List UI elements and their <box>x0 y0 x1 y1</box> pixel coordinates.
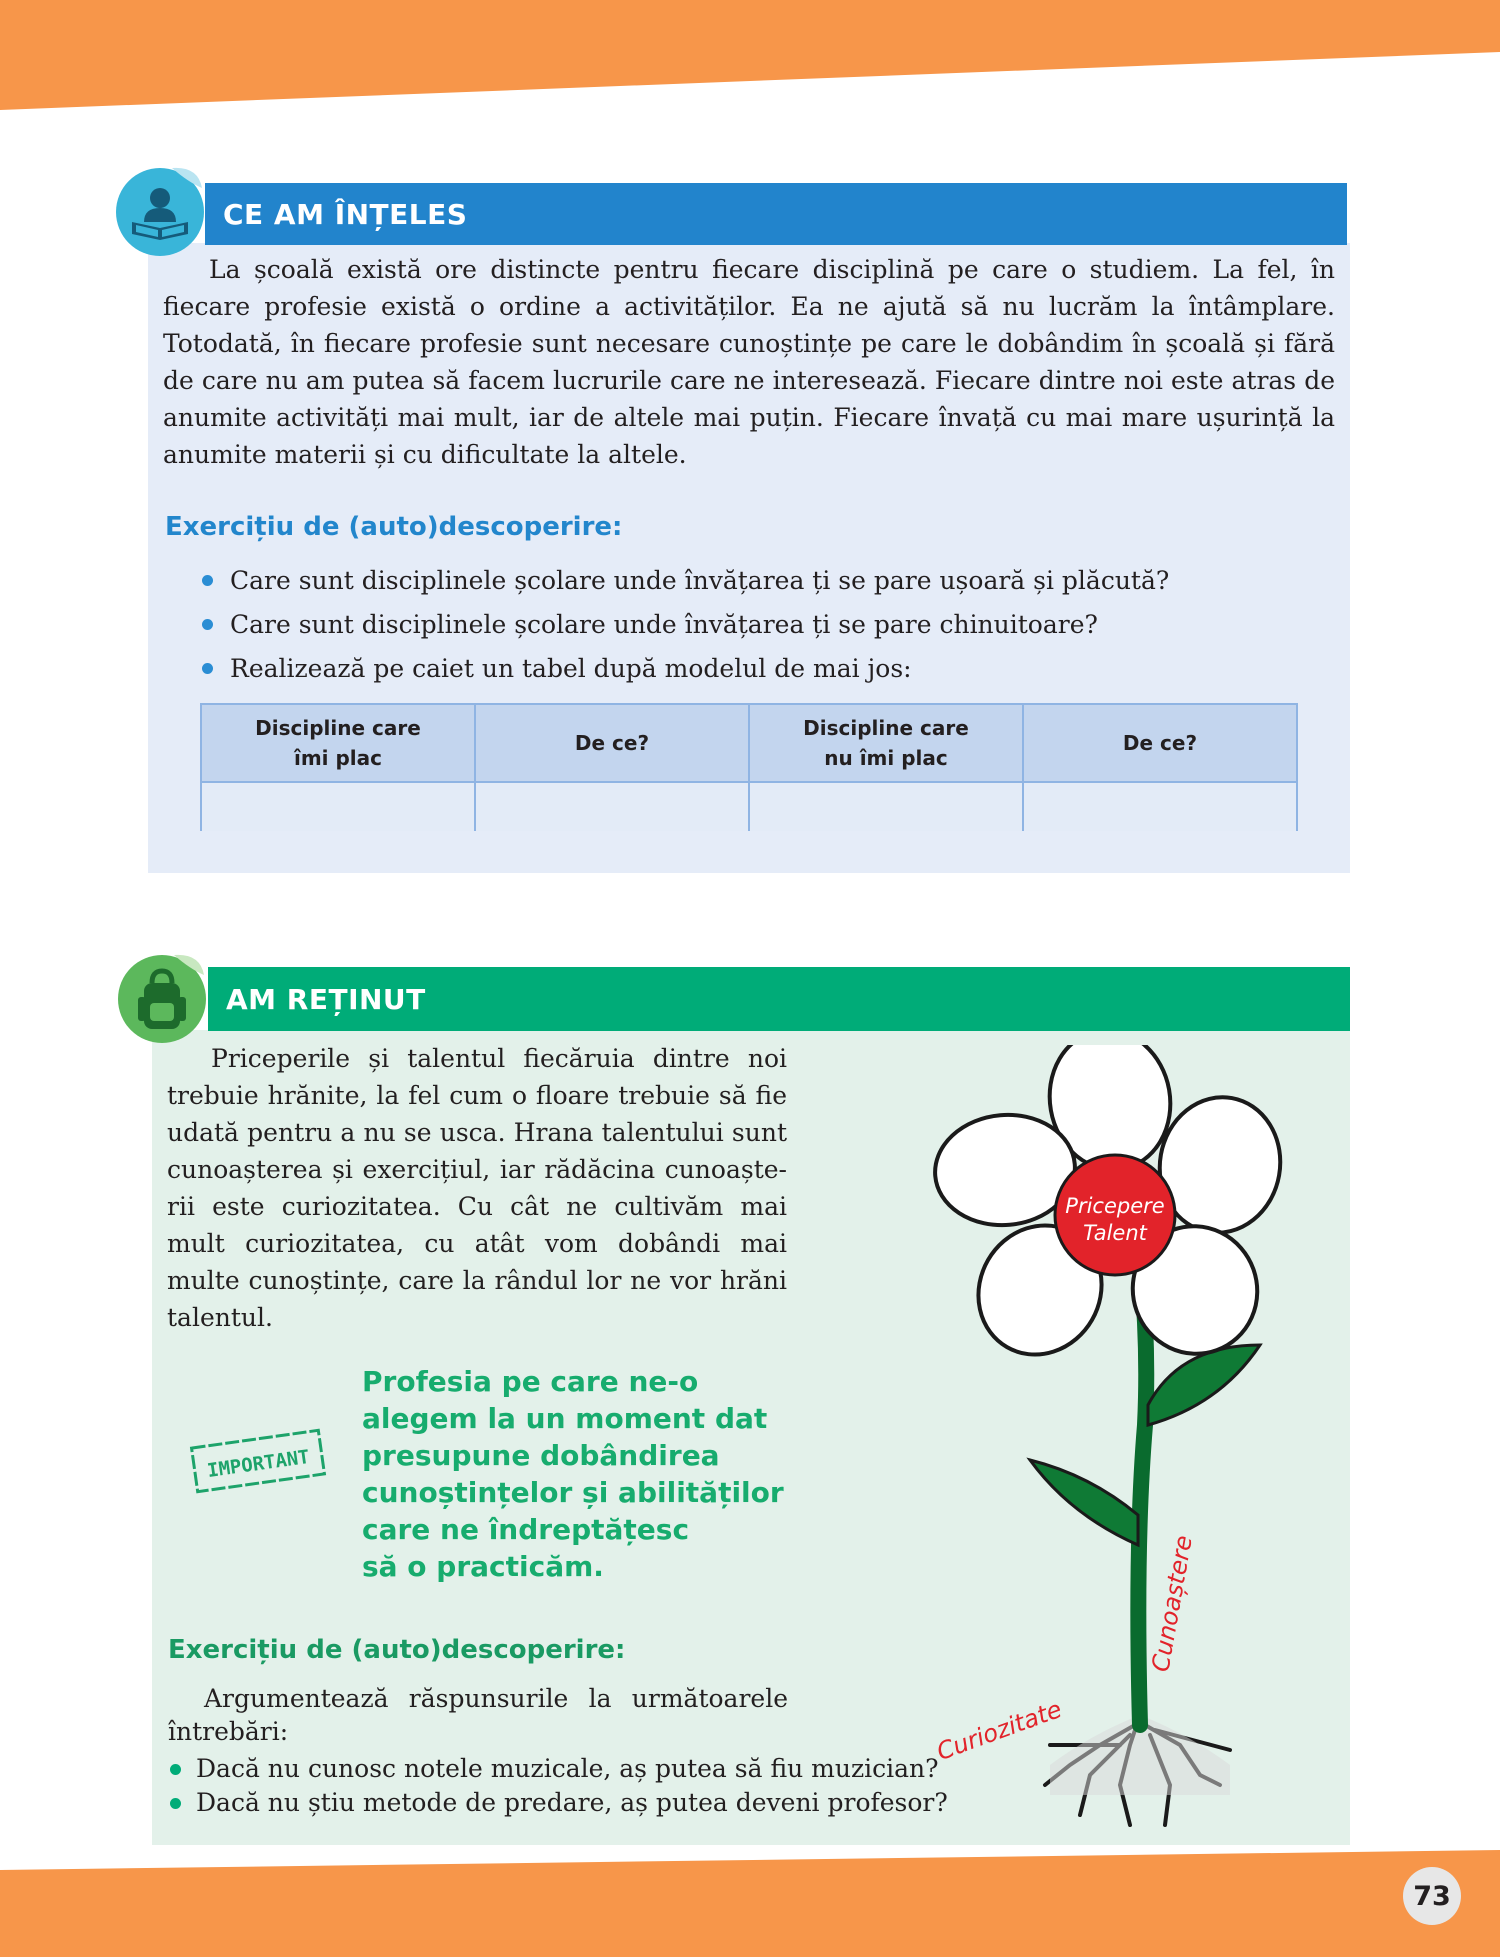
section1-paragraph: La școală există ore distincte pentru fiecare disciplină pe care o studiem. La fel, în fiecare profesie există o ordine a activităților. Ea ne ajută să nu lucrăm la întâmplare. Totodată, în fiecare profesie sunt necesare cunoștințe pe care le dobândim în școală și fără de care nu am putea să facem lucrurile care ne interesează. Fiecare dintre noi este atras de anumite activități mai mult, iar de altele mai puțin. Fiecare învață cu mai mare ușurință la anumite materii și cu dificultate la altele. <box>163 255 1335 469</box>
flower-leaf <box>1030 1460 1138 1545</box>
table-cell <box>749 782 1023 831</box>
disciplines-table <box>200 703 1298 831</box>
table-header: De ce? <box>1023 704 1297 782</box>
table-header: Discipline care îmi plac <box>201 704 475 782</box>
important-stamp <box>188 1425 328 1497</box>
list-item: Dacă nu știu metode de predare, aș putea deveni profesor? <box>168 1786 968 1820</box>
bottom-orange-band <box>0 1850 1500 1957</box>
table-cell <box>475 782 749 831</box>
list-item: Realizează pe caiet un tabel după modelul de mai jos: <box>200 647 1300 691</box>
section1-bullet-list <box>200 559 1300 691</box>
list-item: Care sunt disciplinele școlare unde învățarea ți se pare chinuitoare? <box>200 603 1300 647</box>
flower-leaf <box>1148 1345 1260 1425</box>
section2-exercise-title: Exercițiu de (auto)descoperire: <box>168 1635 626 1665</box>
flower-illustration <box>930 1045 1290 1835</box>
stamp-text: IMPORTANT <box>205 1445 311 1483</box>
flower-center-label: Pricepere <box>1065 1194 1165 1218</box>
list-item: Care sunt disciplinele școlare unde învățarea ți se pare ușoară și plăcută? <box>200 559 1300 603</box>
section1-title: CE AM ÎNȚELES <box>205 183 1347 245</box>
backpack-icon <box>112 947 212 1047</box>
list-item: Dacă nu cunosc notele muzicale, aș putea să fiu muzician? <box>168 1752 968 1786</box>
top-orange-band <box>0 0 1500 120</box>
important-note: Profesia pe care ne-o alegem la un moment dat presupune dobândirea cunoștințelor și abilităților care ne îndreptățesc să o practicăm. <box>362 1365 784 1583</box>
section2-bullet-list <box>168 1752 968 1820</box>
flower-center-label: Talent <box>1083 1221 1147 1245</box>
page-number: 73 <box>1403 1867 1461 1925</box>
table-cell <box>201 782 475 831</box>
section2-paragraph: Priceperile și talentul fiecăruia dintre noi trebuie hrănite, la fel cum o floare trebuie să fie udată pentru a nu se usca. Hrana talentului sunt cunoașterea și exercițiul, iar rădăcina cunoașterii este curiozitatea. Cu cât ne cultivăm mai mult curiozitatea, cu atât vom dobândi mai multe cunoștințe, care la rândul lor ne vor hrăni talentul. <box>167 1044 787 1332</box>
stem-label: Cunoaștere <box>1146 1533 1198 1674</box>
section2-exercise-intro: Argumentează răspunsurile la următoarele întrebări: <box>168 1684 788 1746</box>
reading-person-icon <box>110 160 210 260</box>
table-header: De ce? <box>475 704 749 782</box>
section1-exercise-title: Exercițiu de (auto)descoperire: <box>165 512 623 542</box>
section2-title: AM REȚINUT <box>208 967 1350 1031</box>
table-row <box>201 782 1297 831</box>
root-label: Curiozitate <box>933 1694 1066 1766</box>
table-cell <box>1023 782 1297 831</box>
table-header: Discipline care nu îmi plac <box>749 704 1023 782</box>
